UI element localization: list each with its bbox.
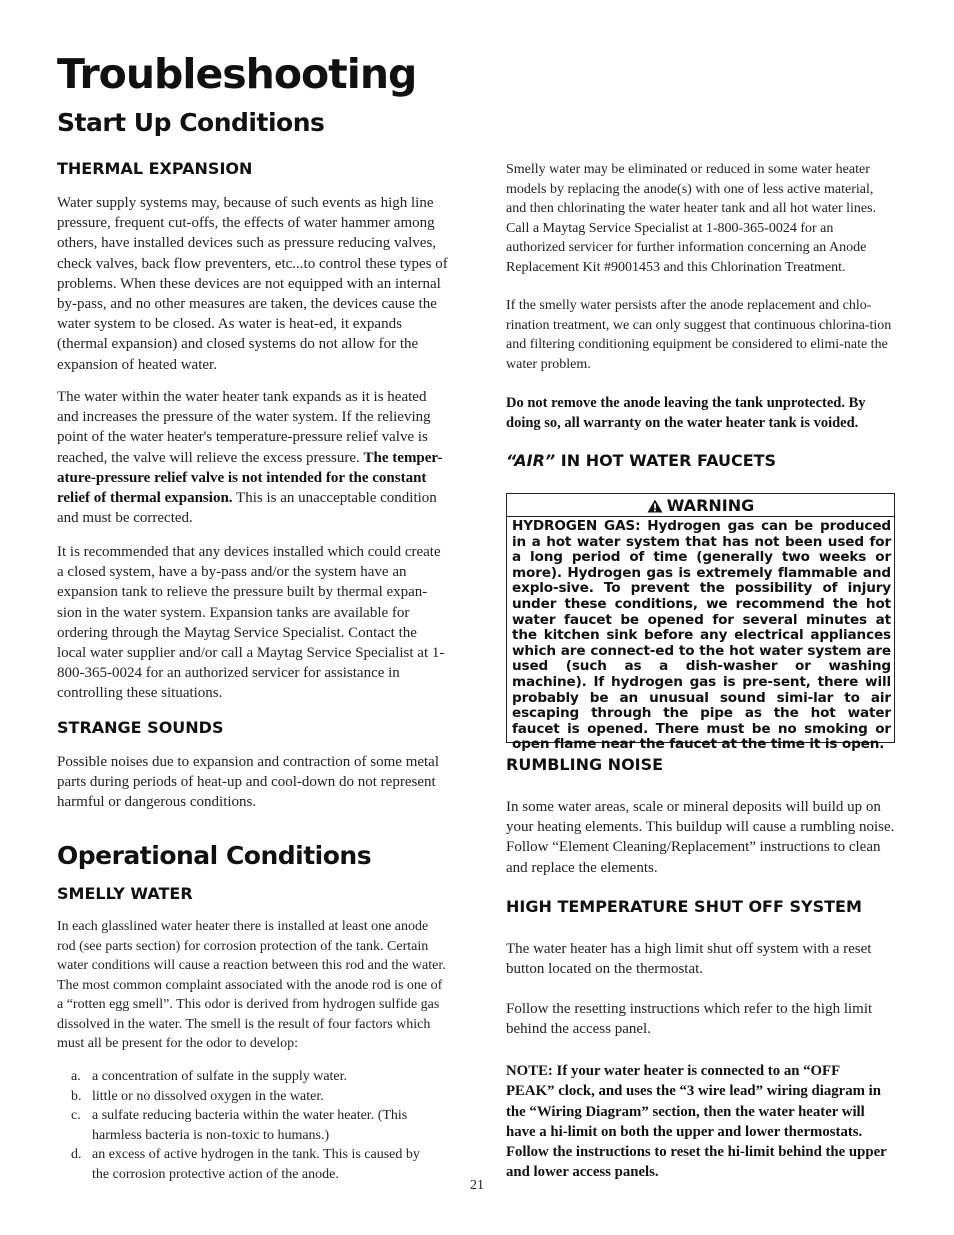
thermal-p2-bold-warning: The temper-ature-pressure relief valve is not intended for the constant relief of thermal expansion. [57, 449, 443, 507]
warning-header [507, 496, 894, 517]
page-title: Troubleshooting [57, 50, 417, 98]
list-item [57, 1106, 437, 1145]
list-marker: a. [71, 1069, 81, 1084]
thermal-p2-text-a: The water within the water heater tank expands as it is heated and increases the pressure of the water system. If the relieving point of the water heater's temperature-pressure relief valve is reached, the valve will relieve the excess pressure. [57, 389, 431, 466]
thermal-expansion-paragraph-2 [57, 387, 449, 528]
rumbling-noise-paragraph: In some water areas, scale or mineral deposits will build up on your heating elements. This buildup will cause a rumbling noise. Follow “Element Cleaning/Replacement” instructions to clean and replace the elements. [506, 799, 895, 876]
list-marker: d. [71, 1147, 82, 1162]
list-item-text: an excess of active hydrogen in the tank. This is caused by the corrosion protective action of the anode. [92, 1147, 420, 1182]
high-temp-paragraph-2: Follow the resetting instructions which refer to the high limit behind the access panel. [506, 1001, 873, 1038]
rumbling-noise-heading: RUMBLING NOISE [506, 755, 664, 774]
strange-sounds-paragraph: Possible noises due to expansion and contraction of some metal parts during periods of heat-up and cool-down do not represent harmful or dangerous conditions. [57, 754, 440, 811]
smelly-water-paragraph-2: Smelly water may be eliminated or reduced in some water heater models by replacing the anode(s) with one of less active material, and then chlorinating the water heater tank and all hot water lines. Call a Maytag Service Specialist at 1-800-365-0024 for an authorized servicer for further information concerning an Anode Replacement Kit #9001453 and this Chlorination Treatment. [506, 162, 877, 275]
page-number: 21 [470, 1178, 484, 1193]
warning-triangle-icon [647, 498, 663, 517]
start-up-conditions-heading: Start Up Conditions [57, 108, 325, 137]
smelly-water-paragraph-1: In each glasslined water heater there is installed at least one anode rod (see parts section) for corrosion protection of the tank. Certain water conditions will cause a reaction between this rod and the water. The most common complaint associated with the anode rod is one of a “rotten egg smell”. This odor is derived from hydrogen sulfide gas dissolved in the water. The smell is the result of four factors which must all be present for the odor to develop: [57, 919, 446, 1051]
thermal-expansion-paragraph-1: Water supply systems may, because of such events as high line pressure, frequent cut-offs, the effects of water hammer among others, have installed devices such as pressure reducing valves, check valves, back flow preventers, etc...to control these types of problems. When these devices are not equipped with an internal by-pass, and no other measures are taken, the devices cause the water system to be closed. As water is heat-ed, it expands (thermal expansion) and closed systems do not allow for the expansion of heated water. [57, 195, 448, 373]
warning-label: WARNING [666, 496, 755, 515]
smelly-water-heading: SMELLY WATER [57, 884, 193, 903]
operational-conditions-heading: Operational Conditions [57, 841, 372, 870]
thermal-expansion-paragraph-3: It is recommended that any devices installed which could create a closed system, have a by-pass and/or the system have an expansion tank to relieve the pressure built by thermal expan-sion in the water system. Expansion tanks are available for ordering through the Maytag Service Specialist. Contact the local water supplier and/or call a Maytag Service Specialist at 1-800-365-0024 for an authorized servicer for assistance in controlling these situations. [57, 544, 445, 702]
list-item [57, 1145, 437, 1184]
air-in-faucets-heading [506, 451, 776, 470]
warning-text: HYDROGEN GAS: Hydrogen gas can be produced in a hot water system that has not been used for a long period of time (generally two weeks or more). Hydrogen gas is extremely flammable and explo-sive. To prevent the possibility of injury under these conditions, we recommend the hot water faucet be opened for several minutes at the kitchen sink before any electrical appliances which are connect-ed to the hot water system are used (such as a dish-washer or washing machine). If hydrogen gas is pre-sent, there will probably be an unusual sound simi-lar to air escaping through the pipe as the hot water faucet is opened. There must be no smoking or open flame near the faucet at the time it is open. [512, 518, 891, 753]
thermal-p2-text-b: This is an unacceptable condition and must be corrected. [57, 490, 437, 527]
thermal-expansion-heading: THERMAL EXPANSION [57, 159, 253, 178]
air-heading-rest: IN HOT WATER FAUCETS [555, 451, 777, 470]
list-item-text: little or no dissolved oxygen in the water. [92, 1088, 324, 1104]
smelly-water-paragraph-3: If the smelly water persists after the anode replacement and chlo-rination treatment, we can only suggest that continuous chlorina-tion and filtering conditioning equipment be considered to elimi-nate the water problem. [506, 298, 892, 372]
list-item-text: a sulfate reducing bacteria within the water heater. (This harmless bacteria is non-toxic to humans.) [92, 1108, 408, 1143]
list-item [57, 1087, 437, 1107]
odor-factors-list [57, 1067, 437, 1184]
strange-sounds-heading: STRANGE SOUNDS [57, 718, 224, 737]
list-item [57, 1067, 437, 1087]
list-item-text: a concentration of sulfate in the supply water. [92, 1069, 348, 1084]
high-temp-paragraph-1: The water heater has a high limit shut off system with a reset button located on the thermostat. [506, 941, 872, 978]
high-temp-heading: HIGH TEMPERATURE SHUT OFF SYSTEM [506, 897, 862, 916]
hydrogen-warning-box [506, 493, 895, 753]
warning-divider [507, 516, 894, 517]
air-italic-label: “AIR” [506, 451, 556, 470]
off-peak-note: NOTE: If your water heater is connected to an “OFF PEAK” clock, and uses the “3 wire lead” wiring diagram in the “Wiring Diagram” section, then the water heater will have a hi-limit on both the upper and lower thermostats. Follow the instructions to reset the hi-limit behind the upper and lower access panels. [506, 1063, 887, 1181]
list-marker: b. [71, 1088, 82, 1104]
list-marker: c. [71, 1108, 81, 1123]
anode-warning-note: Do not remove the anode leaving the tank unprotected. By doing so, all warranty on the water heater tank is voided. [506, 395, 866, 432]
